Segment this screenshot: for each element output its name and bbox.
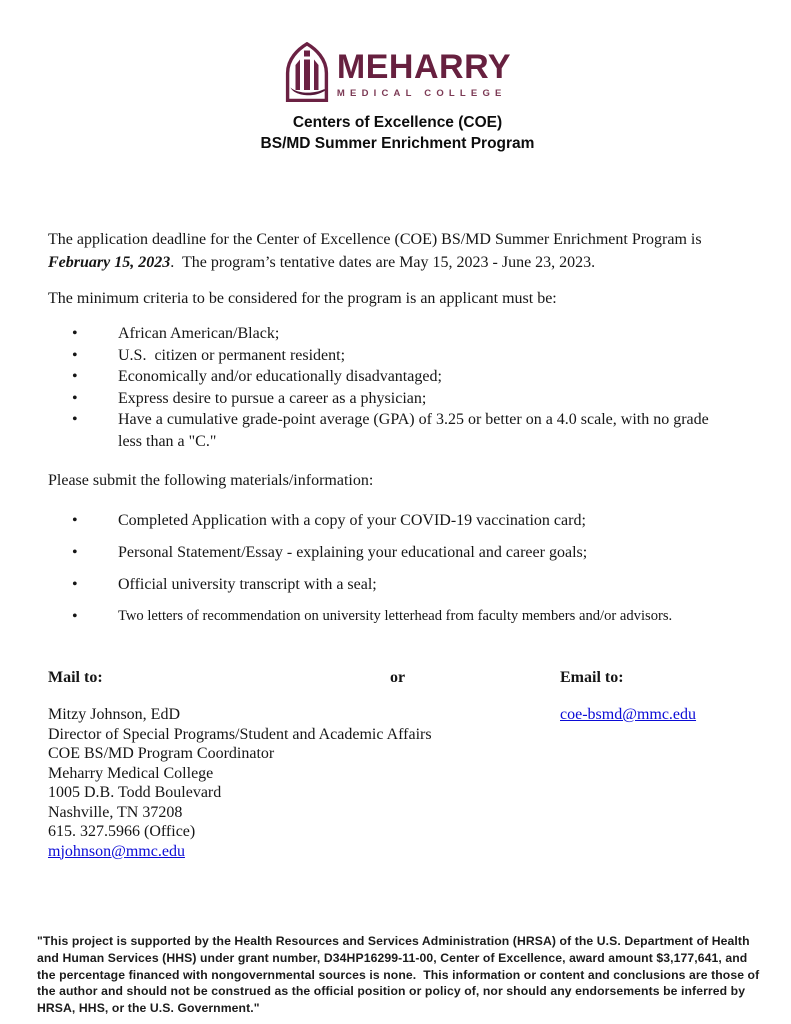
address-line: 615. 327.5966 (Office)	[48, 823, 196, 840]
address-line: Nashville, TN 37208	[48, 803, 183, 821]
coordinator-email-link[interactable]: mjohnson@mmc.edu	[48, 842, 185, 860]
bullet-icon: •	[72, 389, 78, 407]
intro-text-before: The application deadline for the Center of Excellence (COE) BS/MD Summer Enrichment Program is	[48, 231, 702, 248]
materials-lead: Please submit the following materials/information:	[48, 472, 374, 489]
list-item-text: African American/Black;	[118, 325, 280, 342]
list-item-text: Personal Statement/Essay - explaining your educational and career goals;	[118, 544, 588, 561]
bullet-icon: •	[72, 411, 78, 428]
list-item-text: Official university transcript with a seal;	[118, 576, 377, 593]
list-item	[48, 542, 747, 563]
list-item	[48, 574, 747, 595]
list-item	[48, 323, 747, 345]
bullet-icon: •	[72, 325, 78, 342]
email-to-label: Email to:	[560, 669, 624, 686]
intro-paragraph	[48, 228, 747, 274]
brand-tagline: MEDICAL COLLEGE	[336, 88, 507, 99]
list-item-text: Express desire to pursue a career as a physician;	[118, 389, 427, 407]
address-line: Director of Special Programs/Student and Academic Affairs	[48, 725, 432, 743]
criteria-lead: The minimum criteria to be considered for the program is an applicant must be:	[48, 290, 557, 307]
list-item-text: Completed Application with a copy of your COVID-19 vaccination card;	[118, 512, 586, 529]
list-item-text: Economically and/or educationally disadvantaged;	[118, 368, 442, 385]
address-line: COE BS/MD Program Coordinator	[48, 745, 275, 762]
list-item-text: Have a cumulative grade-point average (GPA) of 3.25 or better on a 4.0 scale, with no grade less than a "C."	[118, 411, 709, 450]
program-email-link[interactable]: coe-bsmd@mmc.edu	[560, 706, 697, 723]
bullet-icon: •	[72, 608, 78, 625]
list-item	[48, 366, 747, 388]
list-item	[48, 388, 747, 410]
deadline-emphasis: February 15, 2023	[48, 254, 171, 271]
list-item	[48, 409, 747, 452]
meharry-arch-icon	[284, 42, 330, 102]
footer-disclaimer: "This project is supported by the Health Resources and Services Administration (HRSA) of the U.S. Department of Health and Human Services (HHS) under grant number, D34HP16299-11-00, Center of Excellence, award amount $3,177,641, and the percentage financed with nongovernmental sources is none. This information or content and conclusions are those of the author and should not be construed as the official position or policy of, nor should any endorsements be inferred by HRSA, HHS, or the U.S. Government."	[37, 934, 760, 1016]
materials-list	[48, 510, 747, 627]
brand-wordmark	[337, 50, 511, 99]
mail-to-label: Mail to:	[48, 669, 103, 686]
list-item-text: Two letters of recommendation on university letterhead from faculty members and/or advisors.	[118, 608, 673, 624]
bullet-icon: •	[72, 544, 78, 561]
address-line: Meharry Medical College	[48, 764, 214, 782]
program-title-line1: Centers of Excellence (COE)	[292, 114, 503, 131]
contact-header-row	[48, 669, 747, 691]
or-label: or	[389, 669, 406, 686]
contact-address	[48, 705, 747, 861]
bullet-icon: •	[72, 576, 78, 593]
criteria-list	[48, 323, 747, 452]
bullet-icon: •	[72, 512, 78, 529]
meharry-logo	[48, 0, 747, 102]
contact-body	[48, 705, 747, 861]
brand-name: MEHARRY	[336, 48, 512, 86]
list-item	[48, 510, 747, 531]
list-item	[48, 606, 747, 627]
address-line: 1005 D.B. Todd Boulevard	[48, 784, 222, 801]
address-line: Mitzy Johnson, EdD	[48, 706, 180, 723]
bullet-icon: •	[72, 346, 78, 364]
list-item-text: U.S. citizen or permanent resident;	[118, 346, 346, 364]
program-title	[48, 112, 747, 154]
bullet-icon: •	[72, 368, 78, 385]
email-column	[560, 705, 696, 725]
list-item	[48, 345, 747, 367]
program-title-line2: BS/MD Summer Enrichment Program	[260, 135, 535, 152]
intro-text-after: . The program’s tentative dates are May 15, 2023 - June 23, 2023.	[170, 254, 596, 271]
